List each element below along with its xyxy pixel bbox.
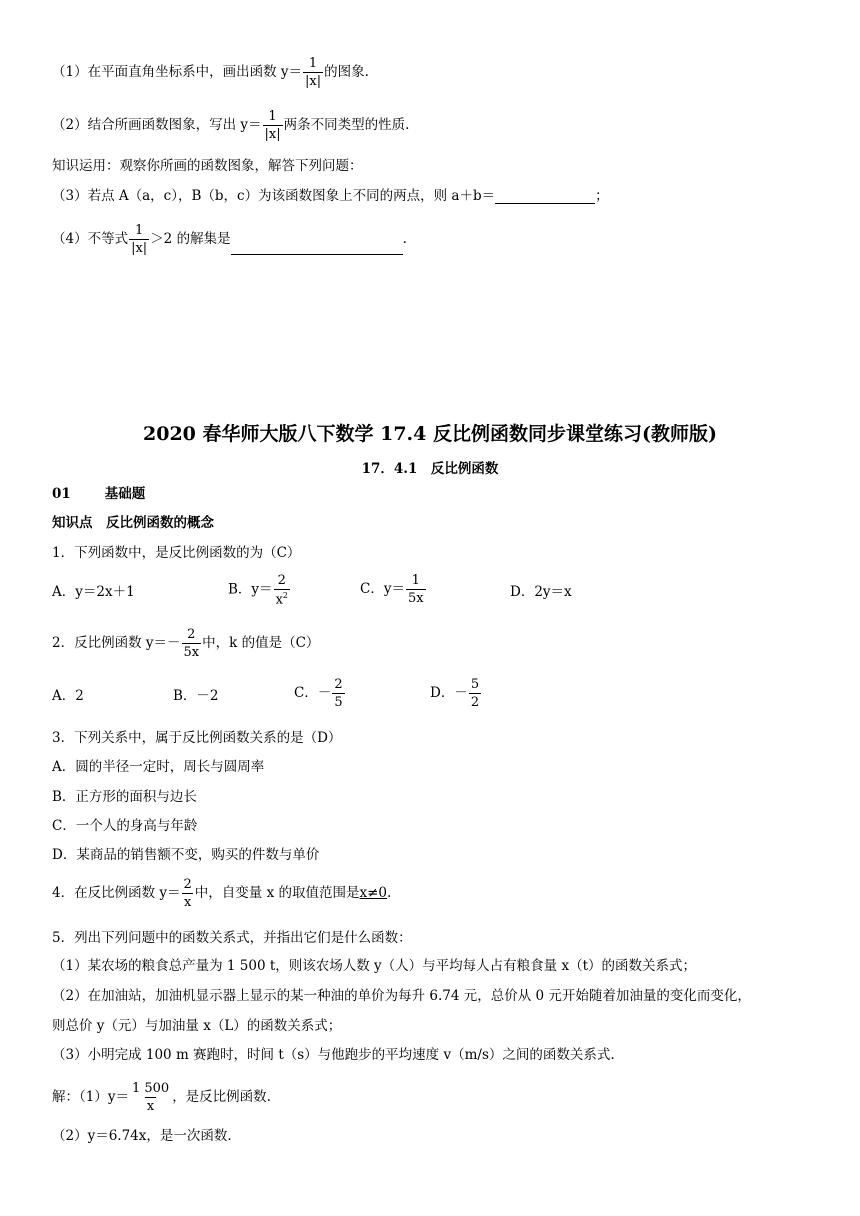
option-b: B．－2 [173, 688, 219, 704]
q2-text: （2）结合所画函数图象，写出 y＝ [52, 117, 262, 133]
answer-text: x≠0 [359, 885, 388, 901]
page-title: 2020 春华师大版八下数学 17.4 反比例函数同步课堂练习(教师版) [143, 423, 717, 445]
q1-text: （1）在平面直角坐标系中，画出函数 y＝ [52, 64, 303, 80]
option-b: B．正方形的面积与边长 [52, 789, 197, 805]
problem-4: 4．在反比例函数 y＝ $\frac{2}{x}$ 中，自变量 x 的取值范围是x≠0. [52, 877, 392, 910]
problem-2-options [0, 678, 860, 718]
option-a: A．圆的半径一定时，周长与圆周率 [52, 759, 265, 775]
option-d: D．某商品的销售额不变，购买的件数与单价 [52, 847, 320, 863]
problem-5-stem: 5．列出下列问题中的函数关系式，并指出它们是什么函数： [52, 930, 412, 946]
solution-1: 解：（1）y＝ $\frac{1 500}{x}$ ，是反比例函数. [52, 1081, 271, 1114]
problem-5-sub-2-cont: 则总价 y（元）与加油量 x（L）的函数关系式； [52, 1018, 342, 1034]
knowledge-line: 知识运用：观察你所画的函数图象，解答下列问题： [52, 158, 363, 174]
fraction: $\frac{1}{|x|}$ [264, 109, 281, 142]
fraction: $\frac{1}{|x|}$ [131, 223, 148, 256]
problem-5-sub-2: （2）在加油站，加油机显示器上显示的某一种油的单价为每升 6.74 元，总价从 0 元开始随着加油量的变化而变化， [52, 988, 751, 1004]
option-a: A．2 [52, 688, 84, 704]
q1-line: （1）在平面直角坐标系中，画出函数 y＝ $\frac{1}{|x|}$ 的图象. [52, 56, 369, 89]
problem-3-stem: 3．下列关系中，属于反比例函数关系的是（D） [52, 730, 342, 746]
problem-1-options [0, 574, 860, 614]
option-c: C．－ $\frac{2}{5}$ [294, 677, 343, 710]
problem-1-stem: 1．下列函数中，是反比例函数的为（C） [52, 545, 301, 561]
section-subtitle: 17．4.1 反比例函数 [361, 461, 499, 477]
q3-line: （3）若点 A（a，c），B（b，c）为该函数图象上不同的两点，则 a＋b＝ ； [52, 188, 609, 204]
option-c: C．y＝ $\frac{1}{5x}$ [360, 573, 424, 606]
option-d: D．2y＝x [510, 584, 572, 600]
option-d: D．－ $\frac{5}{2}$ [430, 677, 480, 710]
option-b: B．y＝ $\frac{2}{x^2}$ [228, 573, 288, 608]
q2-line: （2）结合所画函数图象，写出 y＝ $\frac{1}{|x|}$ 两条不同类型的性质. [52, 109, 410, 142]
solution-2: （2）y＝6.74x，是一次函数. [52, 1128, 232, 1144]
answer-blank [495, 191, 595, 204]
q4-line: （4）不等式 $\frac{1}{|x|}$ ＞2 的解集是 . [52, 223, 407, 256]
problem-5-sub-3: （3）小明完成 100 m 赛跑时，时间 t（s）与他跑步的平均速度 v（m/s）之间的函数关系式. [52, 1047, 615, 1063]
answer-blank [231, 242, 403, 255]
option-c: C．一个人的身高与年龄 [52, 818, 198, 834]
section-heading: 01 基础题 [52, 486, 146, 502]
option-a: A．y＝2x＋1 [52, 584, 135, 600]
knowledge-point: 知识点 反比例函数的概念 [52, 515, 214, 531]
problem-2-stem: 2．反比例函数 y＝－ $\frac{2}{5x}$ 中，k 的值是（C） [52, 627, 320, 660]
problem-5-sub-1: （1）某农场的粮食总产量为 1 500 t，则该农场人数 y（人）与平均每人占有粮食量 x（t）的函数关系式； [52, 958, 696, 974]
fraction: $\frac{1}{|x|}$ [305, 56, 322, 89]
